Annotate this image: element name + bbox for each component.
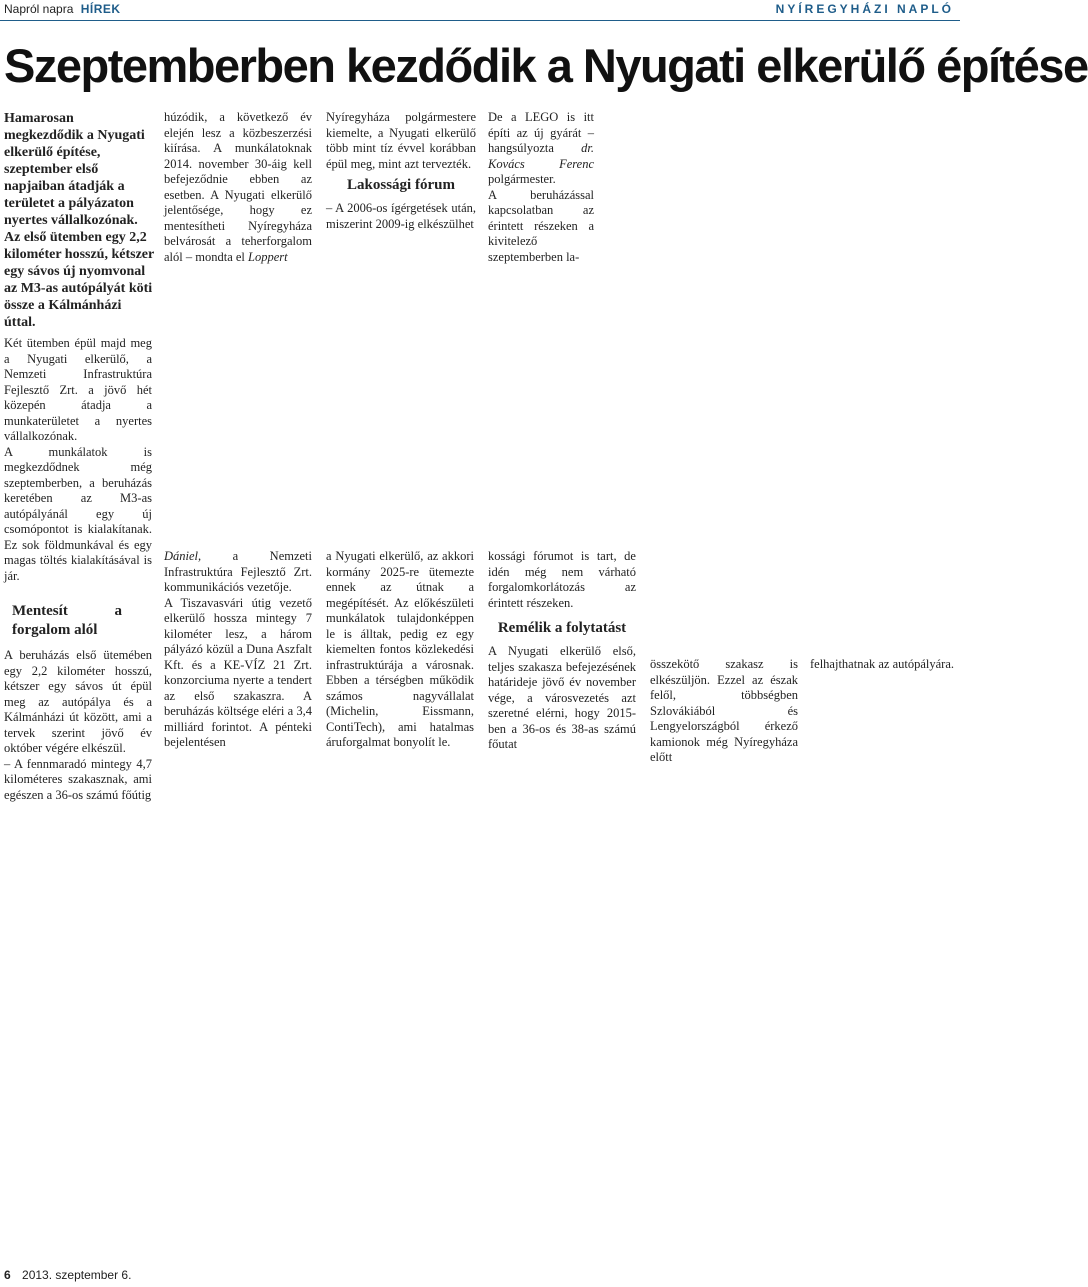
column-d-top [488,110,594,265]
subheading-forum: Lakossági fórum [347,177,455,193]
issue-date: 2013. szeptember 6. [22,1268,132,1282]
header-rule [0,20,960,21]
person-name: Loppert [248,249,288,264]
paragraph: A munkálatok is megkezdődnek még szeptemberben, a beruházás keretében az M3-as autópályánál egy új csomópontot is kialakítanak. Ez sok földmunkával és egy magas töltés kialakításával is jár. [4,444,152,583]
paragraph-text: polgármester. [488,172,556,186]
paragraph: a Nyugati elkerülő, az akkori kormány 2025-re ütemezte ennek az útnak a megépítését. Az előkészületi munkálatok tulajdonképpen le is álltak, pedig ez egy kiemelten fontos közlekedési infrastruktúrája a városnak. Ebben a térségben működik számos nagyvállalat (Michelin, Eissmann, ContiTech), ami hatalmas áruforgalmat bonyolít le. [326,549,474,749]
page-footer [4,1268,131,1282]
article-lead: Hamarosan megkezdődik a Nyugati elkerülő építése, szeptember első napjaiban átadják a területet a pályázaton nyertes vállalkozónak. Az első ütemben egy 2,2 kilométer hosszú, kétszer egy sávos új nyomvonal az M3-as autópályát köti össze a Kálmánházi úttal. [4,111,154,330]
paragraph: Két ütemben épül majd meg a Nyugati elkerülő, a Nemzeti Infrastruktúra Fejlesztő Zrt. a jövő hét közepén átadja a munkaterületet a nyertes vállalkozónak. [4,336,152,443]
paragraph: – A 2006-os ígérgetések után, miszerint 2009-ig elkészülhet [326,201,476,231]
paragraph: A Tiszavasvári útig vezető elkerülő hossza mintegy 7 kilométer lesz, a három pályázó közül a Duna Aszfalt Kft. és a KE-VÍZ 21 Zrt. konzorciuma nyerte a tendert az első szakaszra. A beruházás költsége eléri a 3,4 milliárd forintot. A pénteki bejelentésen [164,595,312,749]
article-headline: Szeptemberben kezdődik a Nyugati elkerülő építése [4,39,1088,92]
paragraph [488,110,594,188]
paragraph: – A fennmaradó mintegy 4,7 kilométeres szakasznak, ami egészen a 36-os számú főútig [4,756,152,802]
person-name: dr. Kovács Ferenc [488,141,594,171]
paragraph: összekötő szakasz is elkészüljön. Ezzel az észak felől, többségben Szlovákiából és Lengyelországból érkező kamionok még Nyíregyháza előtt [650,657,798,764]
column-f-bottom [810,657,958,673]
paragraph: kossági fórumot is tart, de idén még nem várható forgalomkorlátozás az érintett részeken. [488,549,636,610]
paragraph-text: De a LEGO is itt építi az új gyárát – hangsúlyozta [488,110,594,155]
section-header [4,2,121,16]
column-c-bottom [326,549,474,751]
column-d-bottom [488,549,636,753]
paragraph: felhajthatnak az autópályára. [810,657,955,671]
paragraph: Nyíregyháza polgármestere kiemelte, a Nyugati elkerülő több mint tíz évvel korábban épül meg, mint azt tervezték. [326,110,476,171]
section-name: Napról napra [4,2,74,16]
paragraph: A beruházással kapcsolatban az érintett részeken a kivitelező szeptemberben la- [488,187,594,264]
column-b-bottom [164,549,312,751]
column-e-bottom [650,657,798,766]
person-name: Dániel, [164,549,202,563]
paragraph: A beruházás első ütemében egy 2,2 kilométer hosszú, kétszer egy sávos út épül meg az autópálya és a Kálmánházi út között, ami a tervek szerint jövő év október végére elkészül. [4,648,152,755]
rubric-label: HÍREK [80,2,121,16]
paragraph: A Nyugati elkerülő első, teljes szakasza befejezésének határideje jövő év november vége, a városvezetés azt szeretné elérni, hogy 2015-ben a 36-os és 38-as számú főutat [488,644,636,751]
column-a [4,336,152,803]
column-c-top [326,110,476,232]
column-b-top [164,110,312,265]
subheading-continuation: Remélik a folytatást [497,620,627,636]
paragraph [164,110,312,265]
paragraph-text: húzódik, a következő év elején lesz a közbeszerzési kiírása. A munkálatoknak 2014. november 30-áig kell befejeződnie ebben az esetben. A Nyugati elkerülő jelentősége, hogy ez mentesítheti Nyíregyháza belvárosát a teherforgalom alól – mondta el [164,110,312,264]
page-number: 6 [4,1268,11,1282]
publication-name: NYÍREGYHÁZI NAPLÓ [775,2,954,16]
paragraph-text: a Nemzeti Infrastruktúra Fejlesztő Zrt. kommunikációs vezetője. [164,549,313,594]
subheading-relief: Mentesít a forgalom alól [12,603,122,638]
paragraph [164,549,312,596]
